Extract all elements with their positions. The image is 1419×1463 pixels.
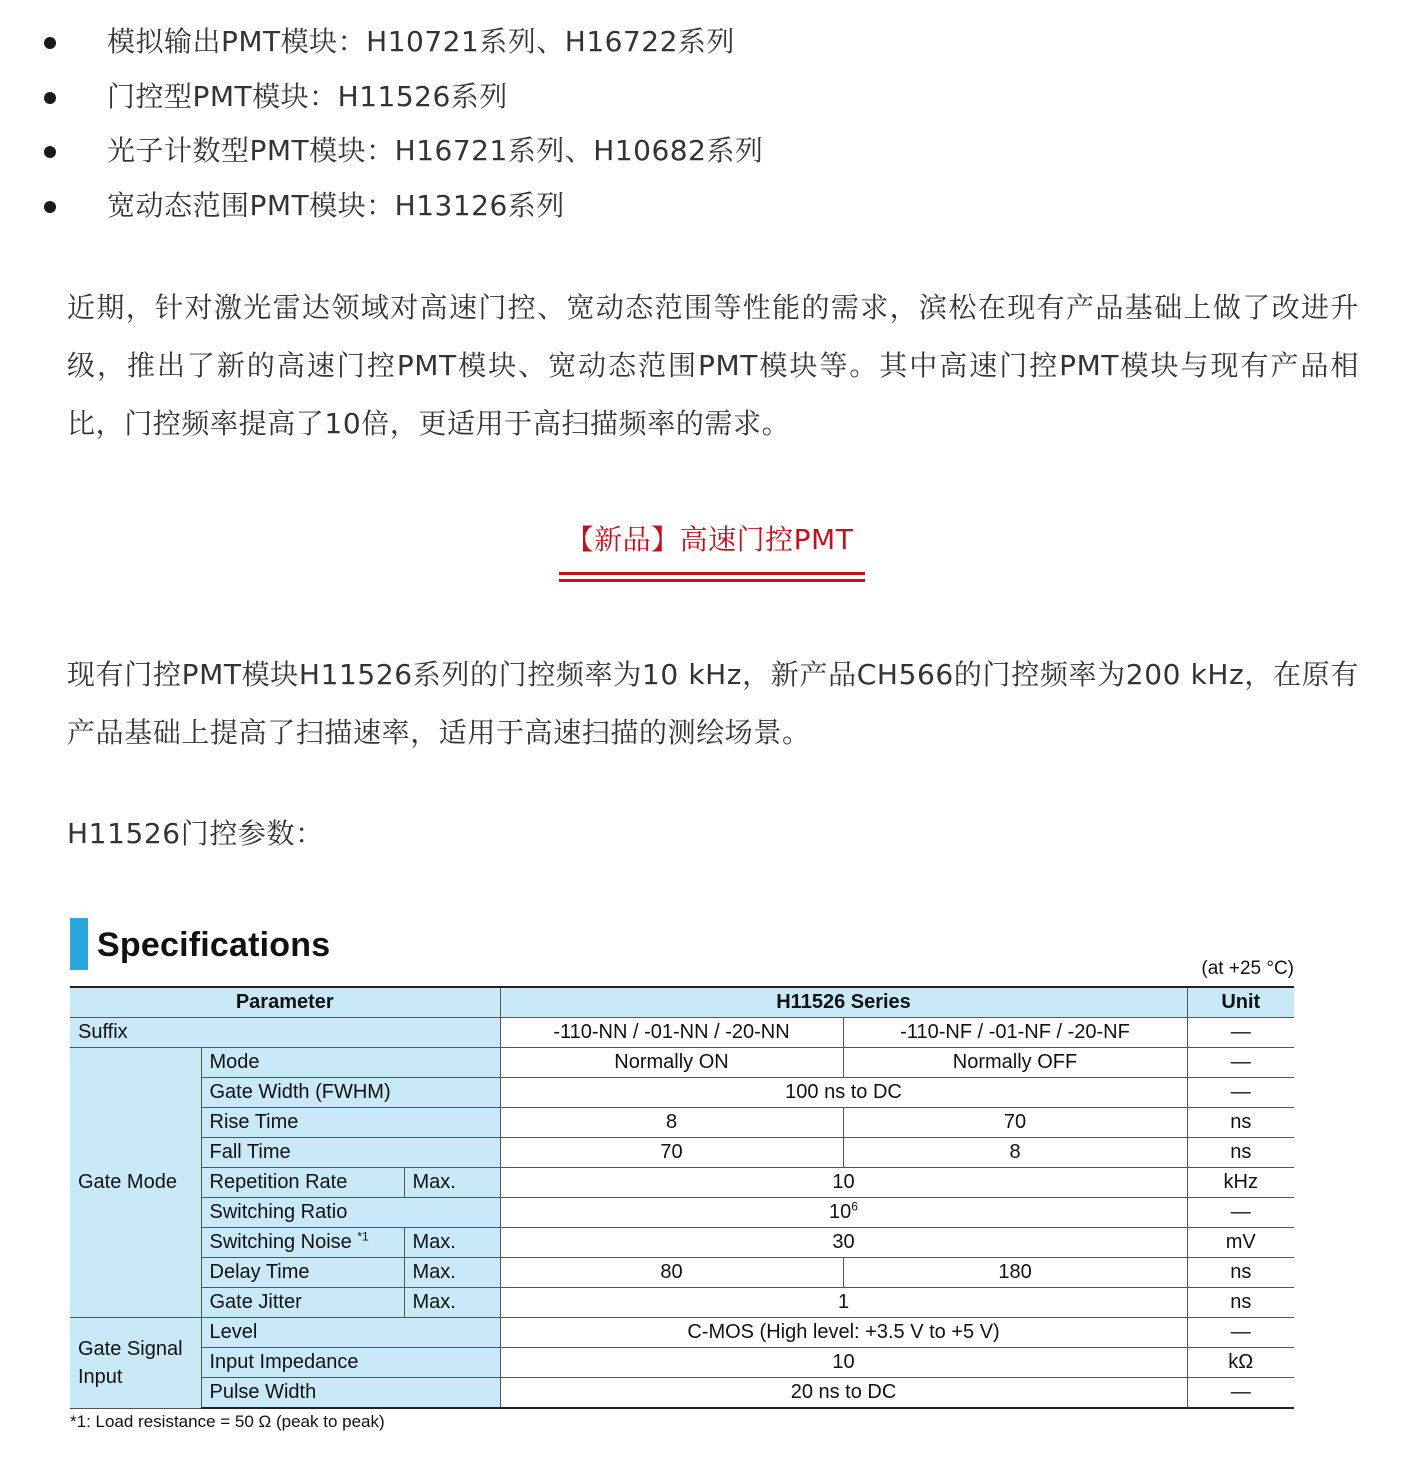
row-label: Pulse Width — [201, 1378, 500, 1409]
cell-value: Normally ON — [500, 1048, 843, 1078]
cell-unit: — — [1187, 1318, 1294, 1348]
group-label-line: Input — [78, 1365, 123, 1388]
table-row — [70, 1378, 1294, 1409]
row-condition: Max. — [404, 1228, 500, 1258]
row-condition: Max. — [404, 1288, 500, 1318]
row-label: Mode — [201, 1048, 500, 1078]
cell-unit: ns — [1187, 1108, 1294, 1138]
group-label-gate-mode: Gate Mode — [70, 1048, 201, 1318]
specifications-figure — [70, 912, 1296, 1442]
row-label: Fall Time — [201, 1138, 500, 1168]
table-row — [70, 1288, 1294, 1318]
cell-value: 30 — [500, 1228, 1187, 1258]
row-label — [201, 1228, 404, 1258]
section-title: 【新品】高速门控PMT — [565, 523, 854, 556]
row-label: Input Impedance — [201, 1348, 500, 1378]
row-label: Gate Jitter — [201, 1288, 404, 1318]
cell-unit: — — [1187, 1018, 1294, 1048]
group-label-gate-signal-input — [70, 1318, 201, 1409]
table-row — [70, 1048, 1294, 1078]
switching-noise-label: Switching Noise — [209, 1231, 352, 1253]
cell-value: 70 — [500, 1138, 843, 1168]
row-label: Delay Time — [201, 1258, 404, 1288]
table-header-row — [70, 987, 1294, 1018]
table-row — [70, 1168, 1294, 1198]
bullet-dot-icon — [44, 92, 56, 104]
spec-footnote: *1: Load resistance = 50 Ω (peak to peak) — [70, 1412, 385, 1431]
cell-unit: kHz — [1187, 1168, 1294, 1198]
cell-unit: — — [1187, 1378, 1294, 1409]
cell-value: 10 — [500, 1168, 1187, 1198]
table-row — [70, 1138, 1294, 1168]
spec-title: Specifications — [97, 926, 331, 964]
header-series: H11526 Series — [500, 987, 1187, 1018]
row-label: Level — [201, 1318, 500, 1348]
table-row — [70, 1078, 1294, 1108]
intro-paragraph: 近期，针对激光雷达领域对高速门控、宽动态范围等性能的需求，滨松在现有产品基础上做了改进升级，推出了新的高速门控PMT模块、宽动态范围PMT模块等。其中高速门控PMT模块与现有产品相比，门控频率提高了10倍，更适用于高扫描频率的需求。 — [67, 291, 1359, 440]
row-label: Gate Width (FWHM) — [201, 1078, 500, 1108]
switching-ratio-exponent: 6 — [851, 1199, 858, 1214]
table-row — [70, 1108, 1294, 1138]
header-unit: Unit — [1187, 987, 1294, 1018]
cell-unit: — — [1187, 1048, 1294, 1078]
cell-unit: ns — [1187, 1138, 1294, 1168]
group-label-line: Gate Signal — [78, 1337, 183, 1360]
cell-unit: kΩ — [1187, 1348, 1294, 1378]
bullet-dot-icon — [44, 37, 56, 49]
cell-unit: ns — [1187, 1288, 1294, 1318]
cell-value: Normally OFF — [843, 1048, 1187, 1078]
cell-value: 20 ns to DC — [500, 1378, 1187, 1409]
row-label: Suffix — [70, 1018, 500, 1048]
cell-value: C-MOS (High level: +3.5 V to +5 V) — [500, 1318, 1187, 1348]
bullet-text: 模拟输出PMT模块：H10721系列、H16722系列 — [107, 25, 735, 58]
cell-value: 8 — [843, 1138, 1187, 1168]
spec-condition: (at +25 °C) — [1201, 958, 1294, 979]
footnote-marker: *1 — [357, 1229, 369, 1244]
cell-value: -110-NF / -01-NF / -20-NF — [843, 1018, 1187, 1048]
cell-unit: — — [1187, 1198, 1294, 1228]
cell-value: 8 — [500, 1108, 843, 1138]
cell-value: -110-NN / -01-NN / -20-NN — [500, 1018, 843, 1048]
row-condition: Max. — [404, 1258, 500, 1288]
row-label: Switching Ratio — [201, 1198, 500, 1228]
cell-value: 100 ns to DC — [500, 1078, 1187, 1108]
bullet-dot-icon — [44, 201, 56, 213]
row-condition: Max. — [404, 1168, 500, 1198]
cell-unit: ns — [1187, 1258, 1294, 1288]
table-row — [70, 1228, 1294, 1258]
spec-title-bar-icon — [70, 918, 88, 970]
cell-unit: mV — [1187, 1228, 1294, 1258]
bullet-text: 光子计数型PMT模块：H16721系列、H10682系列 — [107, 134, 764, 167]
cell-value: 80 — [500, 1258, 843, 1288]
bullet-text: 门控型PMT模块：H11526系列 — [107, 80, 508, 113]
table-row — [70, 1198, 1294, 1228]
cell-value: 180 — [843, 1258, 1187, 1288]
bullet-text: 宽动态范围PMT模块：H13126系列 — [107, 189, 565, 222]
switching-ratio-base: 10 — [829, 1201, 852, 1223]
table-row — [70, 1348, 1294, 1378]
bullet-dot-icon — [44, 146, 56, 158]
section-title-underline — [559, 572, 865, 586]
header-parameter: Parameter — [70, 987, 500, 1018]
spec-label: H11526门控参数： — [67, 817, 324, 850]
row-label: Repetition Rate — [201, 1168, 404, 1198]
cell-value — [500, 1198, 1187, 1228]
row-label: Rise Time — [201, 1108, 500, 1138]
cell-value: 10 — [500, 1348, 1187, 1378]
spec-table — [70, 986, 1294, 1409]
cell-unit: — — [1187, 1078, 1294, 1108]
cell-value: 70 — [843, 1108, 1187, 1138]
cell-value: 1 — [500, 1288, 1187, 1318]
product-paragraph: 现有门控PMT模块H11526系列的门控频率为10 kHz，新产品CH566的门控频率为200 kHz，在原有产品基础上提高了扫描速率，适用于高速扫描的测绘场景。 — [67, 658, 1359, 749]
table-row — [70, 1018, 1294, 1048]
table-row — [70, 1318, 1294, 1348]
table-row — [70, 1258, 1294, 1288]
